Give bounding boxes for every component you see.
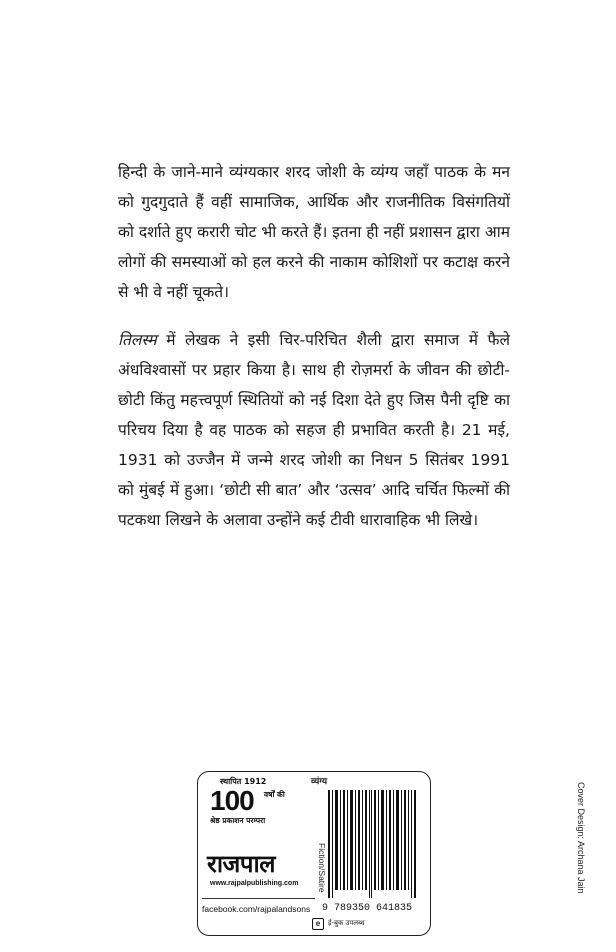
book-title: तिलस्म	[118, 331, 157, 349]
isbn-digits: 9 789350 641835	[322, 903, 413, 914]
isbn-barcode	[310, 790, 426, 914]
established-label: स्थापित 1912	[220, 777, 267, 786]
publisher-barcode-panel	[197, 771, 431, 936]
cover-design-credit: Cover Design: Archana Jain	[576, 782, 586, 894]
hundred-years-number: 100	[210, 785, 254, 816]
blurb-paragraph-1: हिन्दी के जाने-माने व्यंग्यकार शरद जोशी के व्यंग्य जहाँ पाठक के मन को गुदगुदाते हैं वहीं सामाजिक, आर्थिक और राजनीतिक विसंगतियों को दर्शाते हुए करारी चोट भी करते हैं। इतना ही नहीं प्रशासन द्वारा आम लोगों की समस्याओं को हल करने की नाकाम कोशिशों पर कटाक्ष करने से भी वे नहीं चूकते।	[118, 163, 510, 301]
blurb-paragraph-2	[118, 325, 510, 535]
ebook-icon: e	[312, 918, 324, 930]
blurb-paragraph-2-text: में लेखक ने इसी चिर-परिचित शैली द्वारा समाज में फैले अंधविश्वासों पर प्रहार किया है। साथ ही रोज़मर्रा के जीवन की छोटी-छोटी किंतु महत्त्वपूर्ण स्थितियों को नई दिशा देते हुए जिस पैनी दृष्टि का परिचय दिया है वह पाठक को सहज ही प्रभावित करती है। 21 मई, 1931 को उज्जैन में जन्मे शरद जोशी का निधन 5 सितंबर 1991 को मुंबई में हुआ। ‘छोटी सी बात’ और ‘उत्सव’ आदि चर्चित फिल्मों की पटकथा लिखने के अलावा उन्होंने कई टीवी धारावाहिक भी लिखे।	[118, 331, 510, 529]
publishing-tradition-label: श्रेष्ठ प्रकाशन परम्परा	[210, 816, 266, 825]
ebook-available-label: ई-बुक उपलब्ध	[328, 919, 365, 927]
genre-label: व्यंग्य	[311, 777, 328, 787]
years-label: वर्षों की	[264, 790, 285, 799]
barcode-bars	[328, 790, 416, 898]
category-label: Fiction/Satire	[317, 843, 327, 893]
publisher-logo: राजपाल	[207, 850, 275, 878]
publisher-facebook: facebook.com/rajpalandsons	[202, 898, 315, 914]
publisher-website: www.rajpalpublishing.com	[210, 880, 299, 887]
